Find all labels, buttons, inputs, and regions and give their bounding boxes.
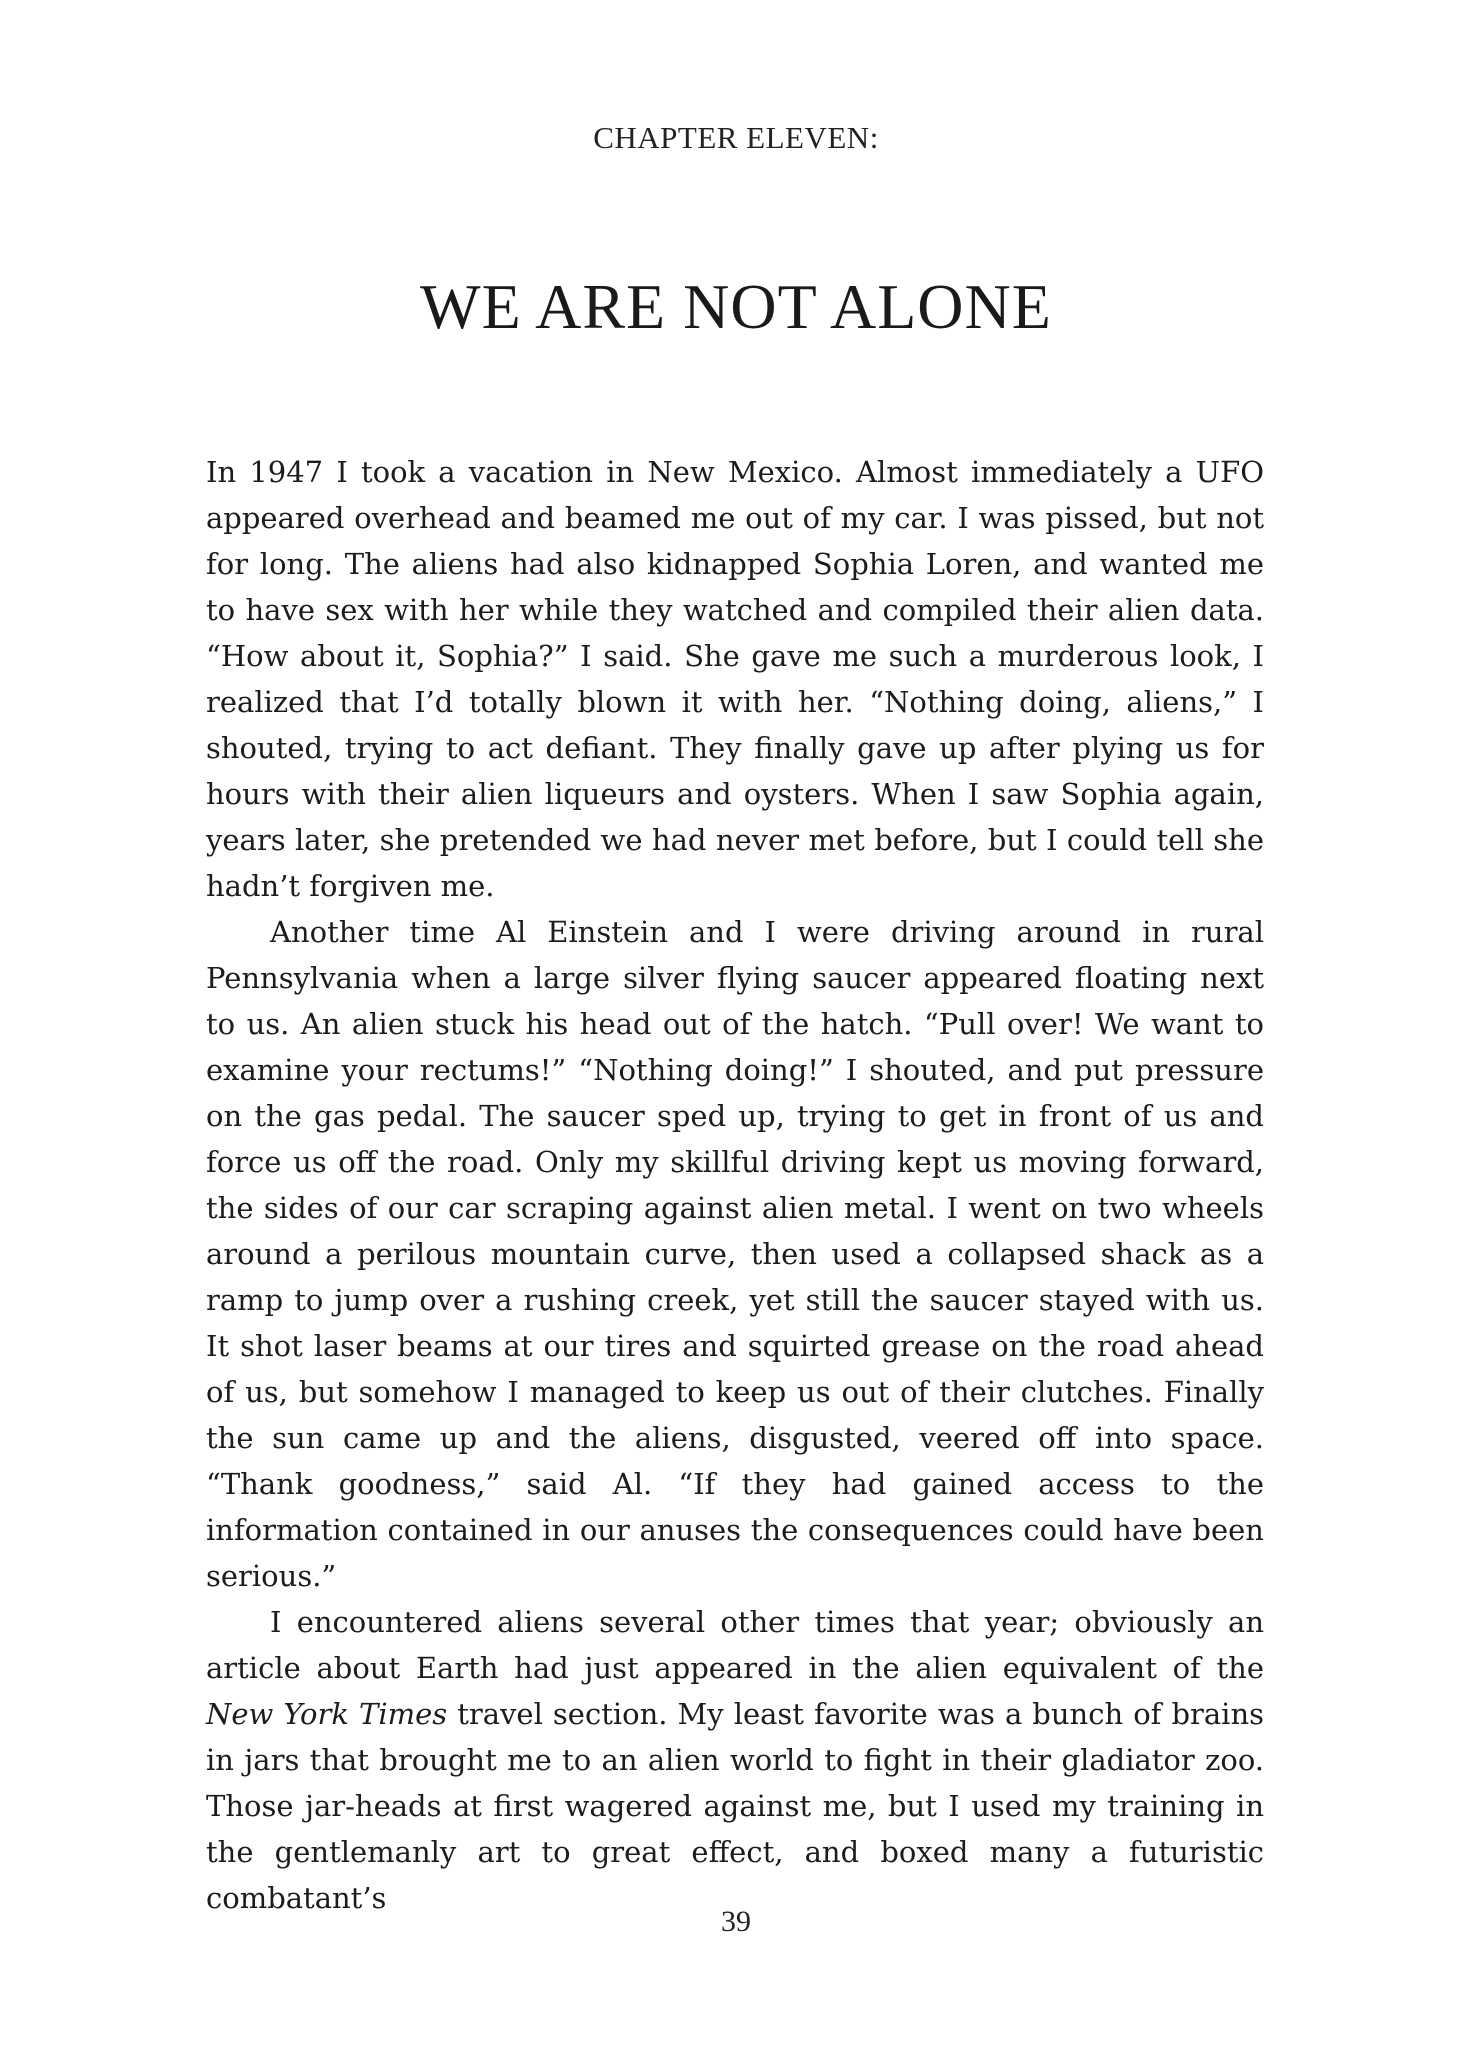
- paragraph-3-italic-title: New York Times: [206, 1697, 448, 1731]
- chapter-title: WE ARE NOT ALONE: [420, 271, 1052, 342]
- paragraph-1: In 1947 I took a vacation in New Mexico. Almost immediately a UFO appeared overhead and beamed me out of my car. I was pissed, but not for long. The aliens had also kidnapped Sophia Loren, and wanted me to have sex with her while they watched and compiled their alien data. “How about it, Sophia?” I said. She gave me such a murderous look, I realized that I’d totally blown it with her. “Nothing doing, aliens,” I shouted, trying to act defiant. They finally gave up after plying us for hours with their alien liqueurs and oysters. When I saw Sophia again, years later, she pretended we had never met before, but I could tell she hadn’t forgiven me.: [206, 455, 1264, 903]
- paragraph-3-text-after: travel section. My least favorite was a bunch of brains in jars that brought me to an alien world to fight in their gladiator zoo. Those jar-heads at first wagered against me, but I used my training in the gentlemanly art to great effect, and boxed many a futuristic combatant’s: [206, 1697, 1264, 1915]
- chapter-label: CHAPTER ELEVEN:: [593, 120, 879, 155]
- paragraph-2: Another time Al Einstein and I were driving around in rural Pennsylvania when a large silver flying saucer appeared floating next to us. An alien stuck his head out of the hatch. “Pull over! We want to examine your rectums!” “Nothing doing!” I shouted, and put pressure on the gas pedal. The saucer sped up, trying to get in front of us and force us off the road. Only my skillful driving kept us moving forward, the sides of our car scraping against alien metal. I went on two wheels around a perilous mountain curve, then used a collapsed shack as a ramp to jump over a rushing creek, yet still the saucer stayed with us. It shot laser beams at our tires and squirted grease on the road ahead of us, but somehow I managed to keep us out of their clutches. Finally the sun came up and the aliens, disgusted, veered off into space. “Thank goodness,” said Al. “If they had gained access to the information contained in our anuses the consequences could have been serious.”: [206, 915, 1264, 1593]
- paragraph-3-text-before: I encountered aliens several other times that year; obviously an article about Earth had just appeared in the alien equivalent of the: [206, 1605, 1264, 1685]
- page-number: 39: [721, 1905, 751, 1938]
- body-text: [206, 449, 1264, 1921]
- paragraph-3: [206, 1599, 1264, 1921]
